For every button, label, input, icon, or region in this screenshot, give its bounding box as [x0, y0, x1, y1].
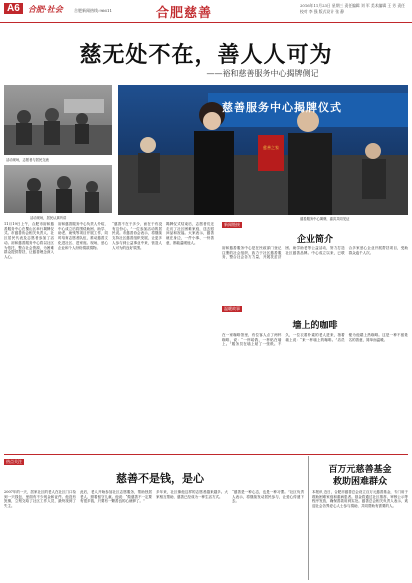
- fund-title-line1: 百万元慈善基金: [328, 465, 392, 475]
- certificate-label: 慈善之家: [263, 145, 279, 150]
- date-info: 2016年11月23日 星期三 责任编辑 刘 军 美术编辑 王 芳 责任校对 李 强 版式设计 张 静: [300, 3, 405, 14]
- article-column-3: “慈善不在于多少，而在于有没有这份心。”一位参加活动的居民说。市慈善协会表示，将继续支持社区慈善组织发展，让更多人参与到公益事业中来，营造人人可为的良好氛围。: [112, 222, 162, 250]
- article-column-1: 11月19日上午，合肥市裕和慈善服务中心在蜀山区举行揭牌仪式。市慈善协会相关负责人、社区居民代表及志愿者参加了活动。裕和慈善服务中心将以社区为依托，整合社会资源，为困难群众提供帮扶，让慈善理念深入人心。: [4, 222, 54, 259]
- brand-title: 合肥慈善: [156, 6, 213, 21]
- bottom-column-4: “慈善是一种心态，也是一种习惯。”社区负责人表示，将继续发动居民参与，让爱心传递下去。: [232, 490, 304, 504]
- bottom-section-label: 热点关注: [6, 459, 22, 464]
- story-title: 墙上的咖啡: [292, 321, 338, 331]
- photo-small-caption: 活动现场，居民认真听讲: [30, 216, 67, 220]
- headline: 慈无处不在，善人人可为: [79, 43, 333, 68]
- fund-title-line2: 救助困难群众: [332, 477, 387, 487]
- story-label: 温暖故事: [224, 306, 240, 311]
- intro-text: 裕和慈善服务中心是在民政部门登记注册的社会组织，致力于社区慈善服务，整合社会各方力量，开展扶贫济困、助学助老等公益活动，努力打造社区慈善品牌。中心成立以来，已联合多家爱心企业开展帮扶项目，受助群众逾千人次。: [222, 246, 408, 260]
- story-text: 在一家咖啡馆里，有位客人点了两杯咖啡，说：“一杯给我，一杯贴在墙上。”服务员在墙上贴了一张纸。不久，一位衣着朴素的老人进来，指着墙上说：“来一杯墙上的咖啡。”店员便为他端上热咖啡。这是一种不留姓名的善意，简单而温暖。: [222, 333, 408, 347]
- fund-text: 本报讯 近日，合肥市慈善总会设立百万元慈善基金，专门用于救助困难家庭和重病患者。基金将通过社区推荐、审核公示等程序发放，确保善款用到实处。慈善总会相关负责人表示，欢迎社会各界爱心人士参与捐助，共同帮助有需要的人。: [312, 490, 408, 509]
- main-photo-caption: 慈善服务中心揭牌，嘉宾共同见证: [300, 217, 350, 221]
- photo-left: [4, 85, 112, 155]
- subheadline: ——裕和慈善服务中心揭牌侧记: [206, 69, 319, 78]
- photo-small-scene: [4, 165, 112, 213]
- section-divider: [4, 454, 408, 455]
- photo-small: [4, 165, 112, 213]
- main-photo-banner: 慈善服务中心揭牌仪式: [222, 101, 342, 114]
- column-rule: [308, 456, 309, 580]
- bottom-column-1: 2007年的一天，居家社区的老人在社区门口捡到一只钱包，里面有不少现金和证件。他没有犹豫，立刻交给了社区工作人员，最终找到了失主。: [4, 490, 76, 509]
- photo-main: [118, 85, 408, 215]
- article-column-4: 揭牌仪式结束后，志愿者们还走访了社区困难家庭，送去慰问品和祝福。大家表示，慈善就在身边，一件小事、一份善意，都能温暖他人。: [166, 222, 214, 245]
- edition-info: 合肥新闻热线:96611: [74, 8, 113, 13]
- bottom-column-2: 此后，老人开始参加社区志愿服务，帮助独居老人、照看留守儿童。他说：“做慈善不一定要有很多钱，只要有一颗善良的心就够了。”: [80, 490, 152, 504]
- bottom-column-3: 多年来，社区像他这样的志愿者越来越多。大家相互帮助，慈善已经成为一种生活方式。: [156, 490, 228, 499]
- photo-left-scene: [4, 85, 112, 155]
- bottom-title: 慈善不是钱，是心: [116, 472, 204, 485]
- photo-left-caption: 活动现场，志愿者与居民交流: [6, 158, 49, 162]
- masthead: [0, 0, 412, 23]
- intro-label: 新闻链接: [224, 222, 240, 227]
- page-number: A6: [4, 3, 23, 14]
- intro-title: 企业简介: [296, 235, 333, 245]
- section-title: 合肥·社会: [28, 4, 63, 14]
- article-column-2: 裕和慈善服务中心负责人介绍，中心成立后将围绕助困、助学、助老、助残等项目开展工作，同时培育志愿者队伍，推动慈善文化进社区、进家庭。现场，爱心企业和个人纷纷捐款捐物。: [58, 222, 108, 250]
